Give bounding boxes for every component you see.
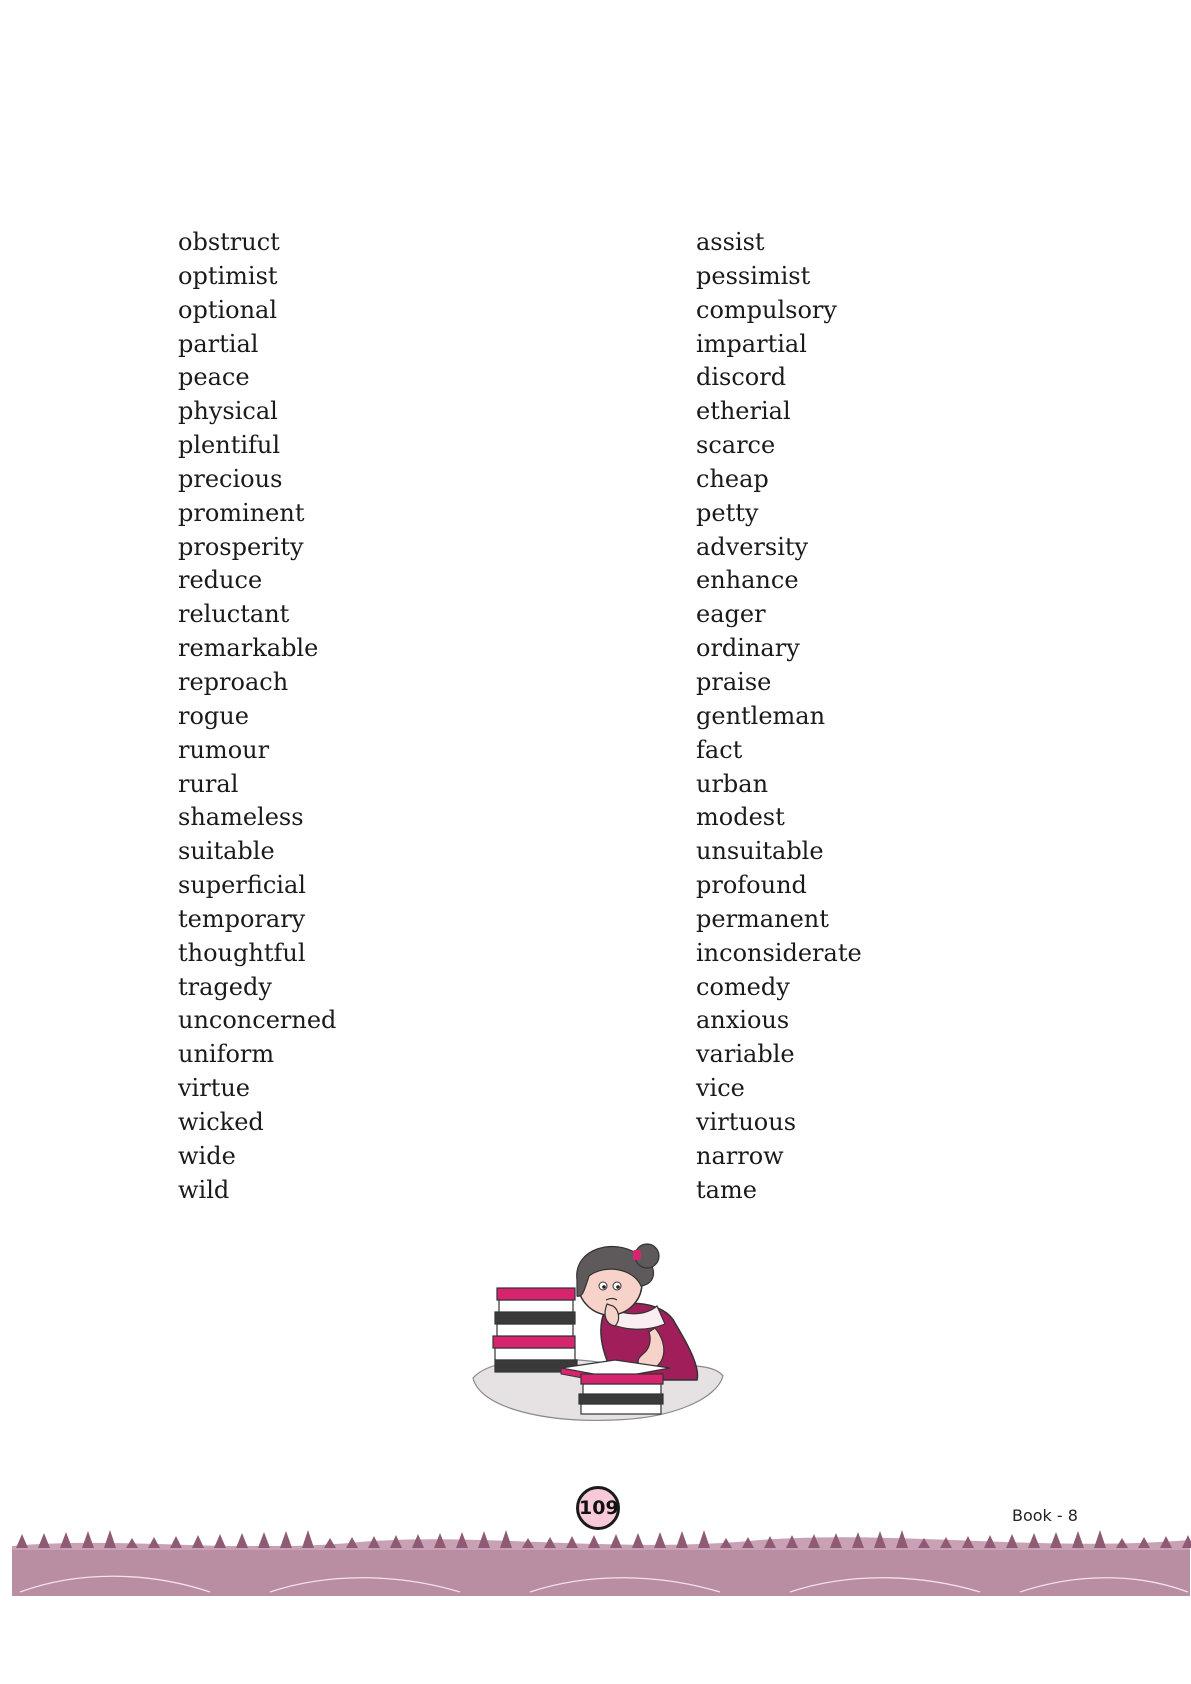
word-item: uniform — [178, 1040, 275, 1069]
tree-icon — [698, 1530, 710, 1548]
word-item: prominent — [178, 498, 305, 527]
antonym-item: discord — [696, 363, 787, 392]
antonym-item: etherial — [696, 397, 791, 426]
tree-icon — [170, 1536, 182, 1548]
antonym-item: modest — [696, 803, 785, 832]
tree-icon — [82, 1531, 94, 1548]
antonym-item: praise — [696, 667, 772, 696]
word-item: optional — [178, 295, 278, 324]
word-item: superficial — [178, 871, 306, 900]
antonym-item: permanent — [696, 904, 829, 933]
tree-icon — [104, 1530, 116, 1548]
word-item: physical — [178, 397, 278, 426]
word-item: unconcerned — [178, 1006, 337, 1035]
tree-icon — [676, 1531, 688, 1548]
antonym-item: scarce — [696, 431, 776, 460]
word-column-left — [178, 226, 336, 1207]
word-item: shameless — [178, 803, 304, 832]
word-item: wild — [178, 1175, 230, 1204]
word-item: virtue — [178, 1074, 251, 1103]
tree-icon — [38, 1533, 50, 1548]
tree-icon — [16, 1534, 28, 1548]
tree-icon — [324, 1538, 336, 1548]
antonym-item: ordinary — [696, 634, 800, 663]
antonym-item: impartial — [696, 329, 807, 358]
antonym-item: comedy — [696, 972, 790, 1001]
tree-icon — [654, 1532, 666, 1548]
antonym-item: petty — [696, 498, 759, 527]
tree-icon — [1028, 1533, 1040, 1548]
word-item: wide — [178, 1141, 236, 1170]
antonym-item: assist — [696, 228, 765, 256]
tree-icon — [302, 1530, 314, 1548]
tree-icon — [1006, 1534, 1018, 1548]
antonym-item: urban — [696, 769, 769, 798]
tree-icon — [236, 1533, 248, 1548]
word-item: rogue — [178, 701, 249, 730]
antonym-item: gentleman — [696, 701, 826, 730]
antonym-item: anxious — [696, 1006, 790, 1035]
word-item: plentiful — [178, 431, 281, 460]
word-item: partial — [178, 329, 259, 358]
tree-icon — [258, 1532, 270, 1548]
antonym-item: enhance — [696, 566, 799, 595]
tree-icon — [1050, 1532, 1062, 1548]
word-item: temporary — [178, 904, 306, 933]
word-item: wicked — [178, 1107, 264, 1136]
antonym-item: compulsory — [696, 295, 837, 324]
antonym-item: fact — [696, 735, 743, 764]
antonym-item: profound — [696, 871, 807, 900]
word-item: reproach — [178, 667, 289, 696]
antonym-item: cheap — [696, 464, 769, 493]
word-item: rumour — [178, 735, 270, 764]
tree-icon — [566, 1536, 578, 1548]
tree-icon — [60, 1532, 72, 1548]
antonym-item: virtuous — [696, 1107, 797, 1136]
word-item: prosperity — [178, 532, 304, 561]
tree-icon — [148, 1537, 160, 1548]
word-item: tragedy — [178, 972, 272, 1001]
antonym-item: inconsiderate — [696, 938, 862, 967]
page-number-badge: 109 — [576, 1486, 620, 1530]
word-item: thoughtful — [178, 938, 306, 967]
tree-icon — [500, 1530, 512, 1548]
word-item: suitable — [178, 837, 275, 866]
tree-icon — [632, 1533, 644, 1548]
tree-icon — [1072, 1531, 1084, 1548]
word-item: rural — [178, 769, 239, 798]
antonym-item: variable — [696, 1040, 795, 1069]
tree-icon — [192, 1535, 204, 1548]
antonym-item: tame — [696, 1175, 757, 1204]
antonym-item: eager — [696, 600, 766, 629]
antonym-item: pessimist — [696, 261, 811, 290]
word-item: reluctant — [178, 600, 290, 629]
antonym-item: vice — [696, 1074, 745, 1103]
tree-icon — [588, 1535, 600, 1548]
word-item: precious — [178, 464, 283, 493]
antonym-column-right — [696, 226, 862, 1207]
antonym-item: narrow — [696, 1141, 784, 1170]
tree-icon — [478, 1531, 490, 1548]
antonym-item: unsuitable — [696, 837, 824, 866]
antonym-item: adversity — [696, 532, 809, 561]
tree-icon — [1116, 1538, 1128, 1548]
word-item: obstruct — [178, 228, 280, 256]
word-item: remarkable — [178, 634, 319, 663]
word-item: optimist — [178, 261, 278, 290]
tree-icon — [1094, 1530, 1106, 1548]
tree-icon — [610, 1534, 622, 1548]
word-item: reduce — [178, 566, 263, 595]
tree-icon — [214, 1534, 226, 1548]
book-label: Book - 8 — [1012, 1506, 1078, 1525]
tree-icon — [280, 1531, 292, 1548]
word-item: peace — [178, 363, 250, 392]
tree-icon — [1138, 1537, 1150, 1548]
tree-icon — [126, 1538, 138, 1548]
girl-reading-books-icon — [465, 1228, 730, 1433]
